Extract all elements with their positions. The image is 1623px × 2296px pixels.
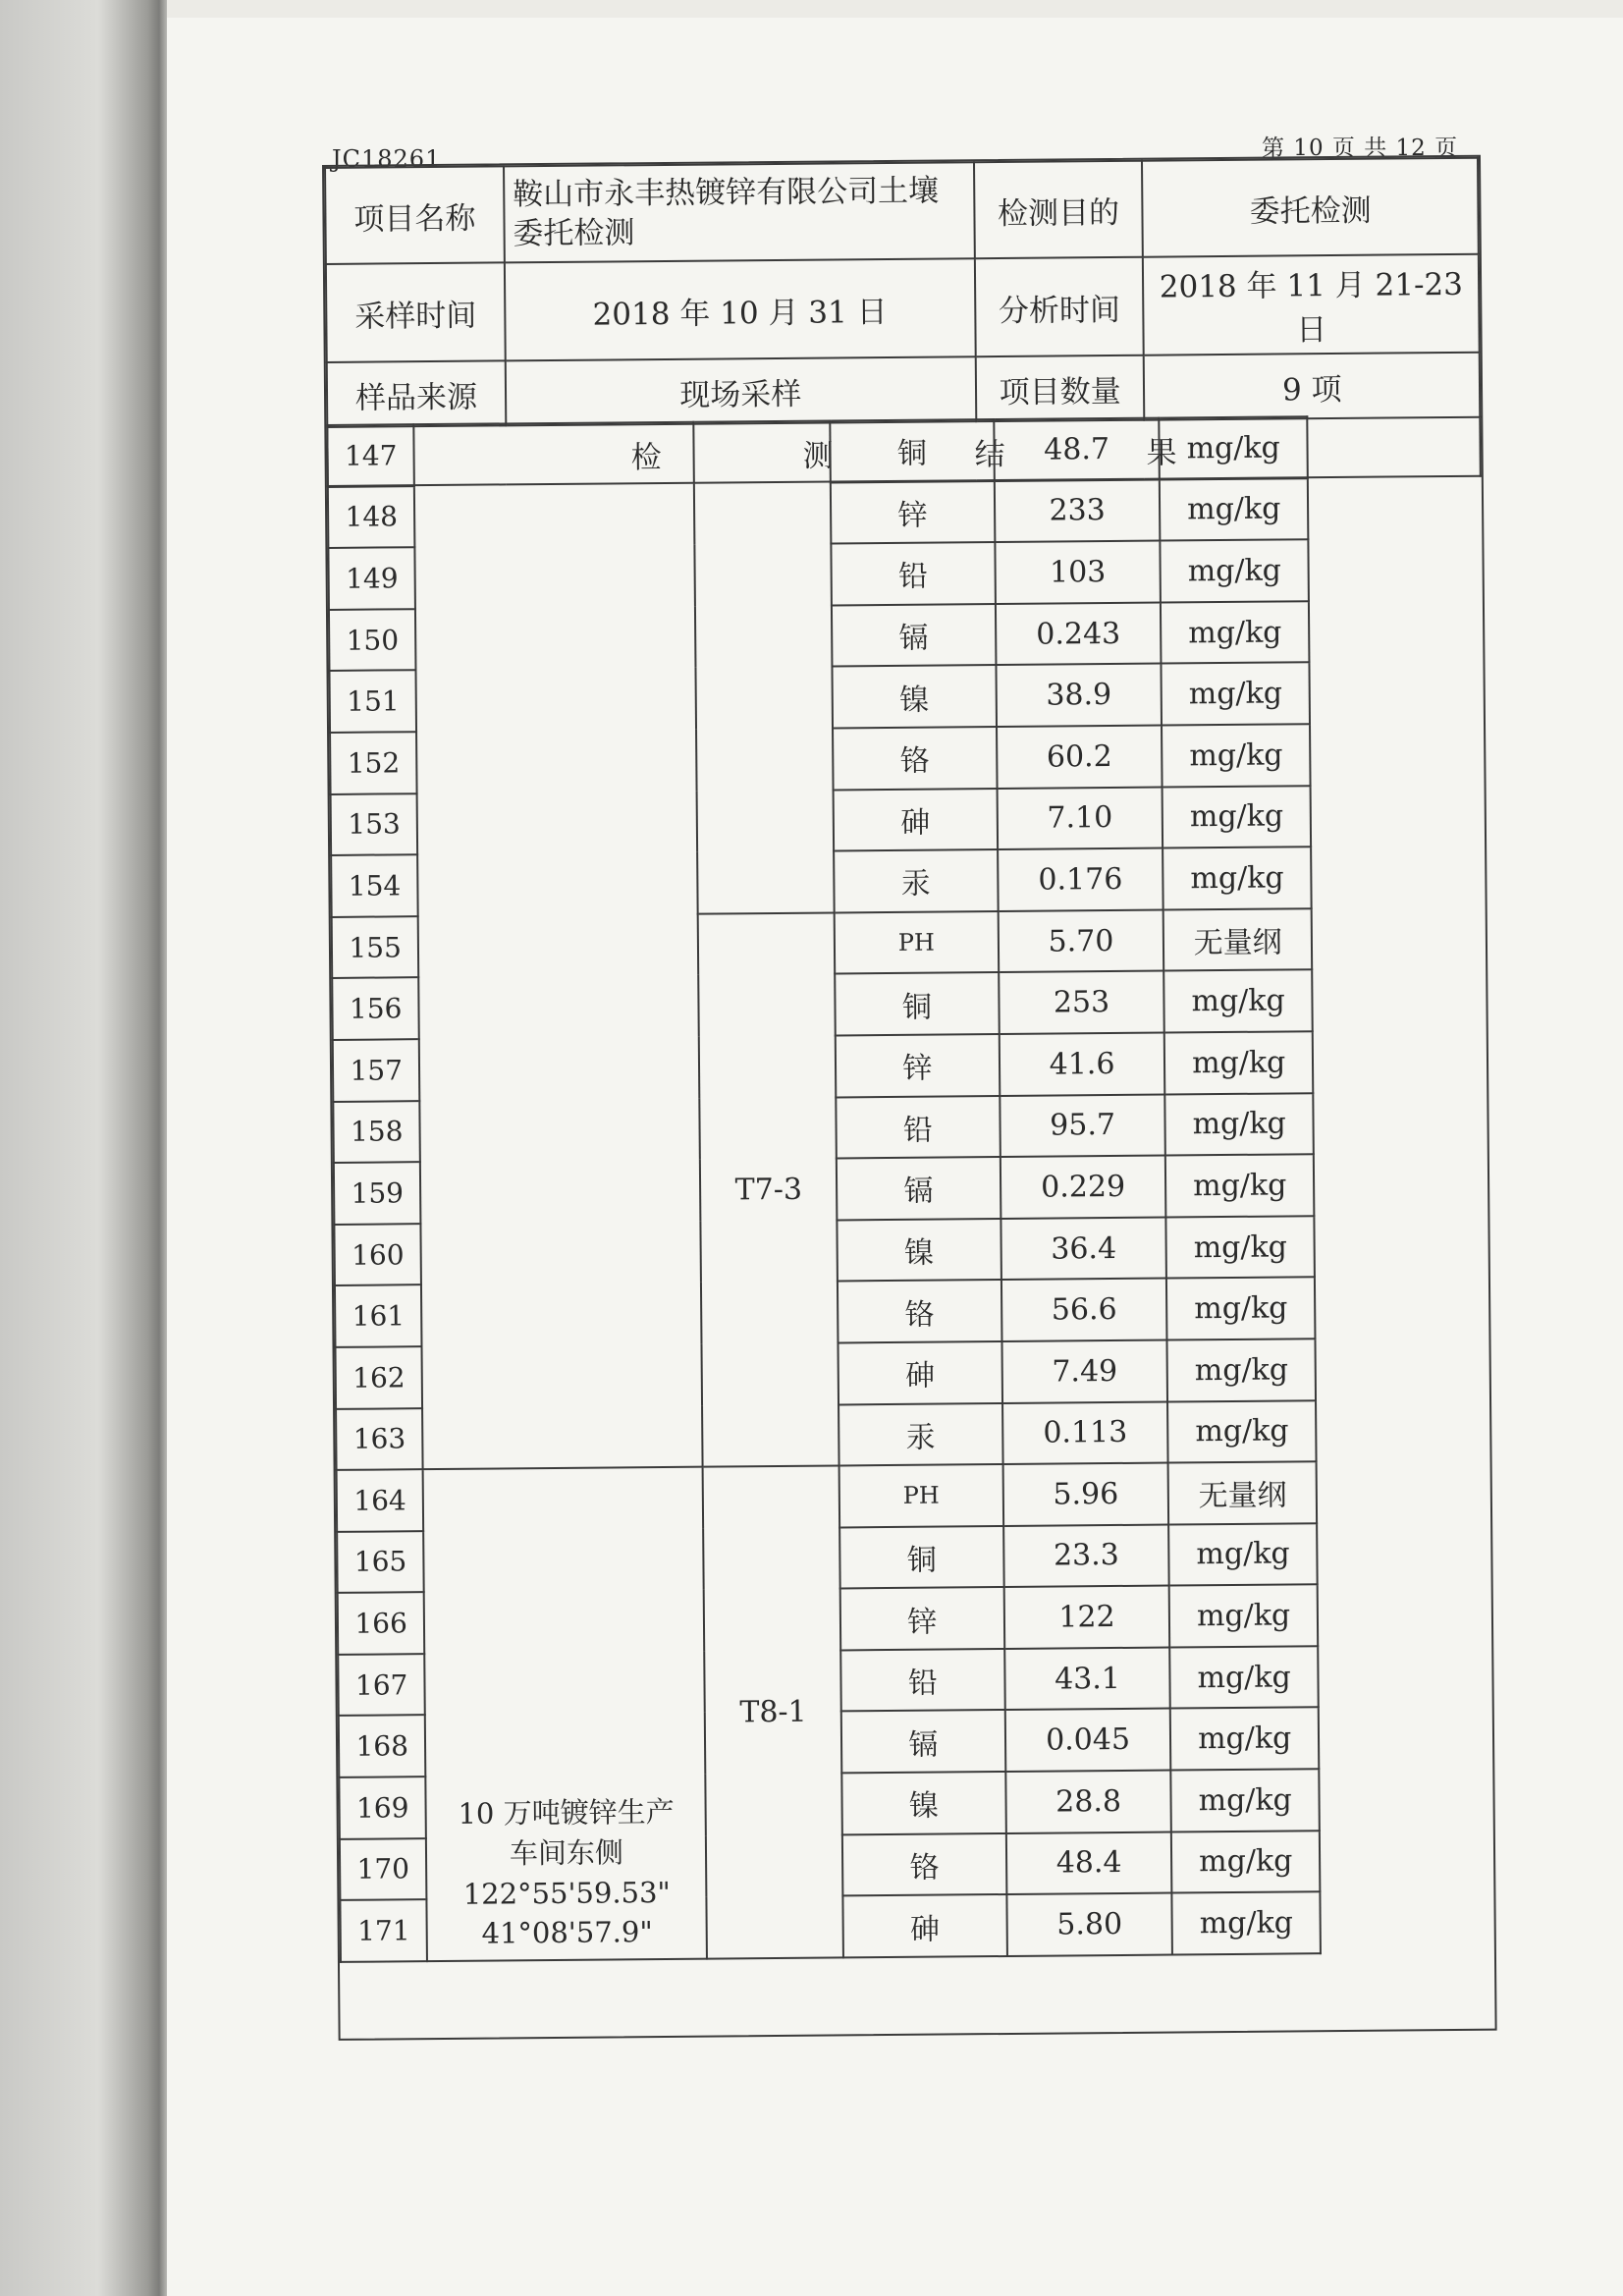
sample-id: [694, 420, 835, 913]
test-value: 233: [995, 479, 1161, 542]
test-item: PH: [835, 911, 999, 974]
sampling-time: 2018 年 10 月 31 日: [505, 258, 976, 360]
test-unit: mg/kg: [1169, 1584, 1318, 1647]
purpose: 委托检测: [1142, 158, 1478, 257]
test-unit: mg/kg: [1165, 1154, 1314, 1217]
results-title-char: 测: [802, 437, 834, 474]
sample-id: T8-1: [703, 1466, 843, 1959]
sampling-time-label: 采样时间: [326, 262, 506, 362]
test-item: 锌: [836, 1034, 1000, 1097]
results-table: [326, 415, 1322, 1963]
test-value: 48.7: [994, 418, 1160, 481]
test-value: 36.4: [1001, 1217, 1166, 1280]
report-code: JC18261: [332, 145, 442, 173]
test-unit: mg/kg: [1160, 478, 1308, 541]
results-title-char: 果: [1146, 434, 1177, 471]
test-value: 43.1: [1004, 1647, 1170, 1710]
test-unit: mg/kg: [1172, 1891, 1321, 1954]
test-item: 铅: [840, 1649, 1004, 1712]
test-value: 253: [999, 971, 1164, 1034]
row-number: 157: [333, 1039, 420, 1101]
test-unit: mg/kg: [1161, 539, 1309, 602]
test-value: 5.70: [998, 909, 1163, 972]
row-number: 166: [338, 1592, 425, 1654]
test-unit: mg/kg: [1164, 1031, 1313, 1094]
test-unit: mg/kg: [1171, 1769, 1320, 1831]
test-item: 镍: [841, 1772, 1005, 1834]
test-value: 48.4: [1006, 1831, 1172, 1894]
analysis-time-label: 分析时间: [975, 257, 1145, 356]
row-number: 155: [332, 916, 419, 978]
count-label: 项目数量: [975, 355, 1144, 421]
row-number: 152: [330, 732, 417, 793]
test-item: 铜: [835, 972, 999, 1035]
location-line: 41°08'57.9": [481, 1915, 653, 1950]
row-number: 169: [339, 1777, 426, 1838]
test-unit: 无量纲: [1163, 908, 1312, 971]
page-number: 第 10 页 共 12 页: [1262, 136, 1459, 161]
test-item: PH: [839, 1464, 1003, 1527]
location-line: 车间东侧: [509, 1835, 624, 1871]
test-item: 砷: [834, 789, 998, 851]
source: 现场采样: [506, 356, 976, 425]
test-unit: 无量纲: [1168, 1461, 1317, 1524]
book-binding-edge: [0, 0, 167, 2296]
row-number: 165: [337, 1531, 424, 1593]
location-line: 10 万吨镀锌生产: [458, 1795, 675, 1831]
test-value: 95.7: [1000, 1094, 1165, 1157]
test-unit: mg/kg: [1171, 1831, 1320, 1893]
results-title-char: 检: [630, 439, 662, 475]
count: 9 项: [1144, 353, 1480, 420]
row-number: 170: [340, 1838, 427, 1900]
test-unit: mg/kg: [1167, 1400, 1316, 1463]
row-number: 149: [328, 547, 415, 609]
project-name-label: 项目名称: [325, 166, 505, 264]
table-row: [337, 1461, 1318, 1531]
test-item: 镍: [833, 665, 997, 728]
test-unit: mg/kg: [1165, 1093, 1314, 1156]
test-item: 铅: [831, 542, 995, 605]
source-label: 样品来源: [327, 360, 506, 427]
test-value: 38.9: [996, 664, 1162, 727]
row-number: 158: [333, 1101, 420, 1163]
test-value: 122: [1003, 1586, 1169, 1649]
test-value: 5.80: [1006, 1893, 1172, 1956]
row-number: 161: [335, 1285, 422, 1346]
test-unit: mg/kg: [1160, 416, 1308, 479]
test-item: 铬: [838, 1280, 1001, 1342]
table-row: [327, 416, 1308, 486]
test-unit: mg/kg: [1166, 1278, 1315, 1340]
purpose-label: 检测目的: [974, 161, 1144, 258]
test-unit: mg/kg: [1170, 1708, 1319, 1771]
test-unit: mg/kg: [1163, 786, 1311, 848]
sample-location: [414, 422, 703, 1470]
test-value: 56.6: [1001, 1279, 1167, 1341]
test-item: 锌: [840, 1587, 1004, 1650]
test-value: 41.6: [999, 1032, 1164, 1095]
test-item: 铬: [833, 727, 997, 790]
test-item: 铜: [830, 419, 994, 482]
test-item: 铬: [842, 1833, 1006, 1896]
test-value: 7.49: [1001, 1339, 1167, 1402]
test-unit: mg/kg: [1166, 1216, 1315, 1279]
test-value: 103: [995, 541, 1161, 604]
test-value: 0.176: [998, 848, 1163, 911]
sample-location: [423, 1467, 707, 1961]
test-value: 0.243: [996, 602, 1162, 665]
test-item: 铜: [839, 1526, 1003, 1589]
row-number: 168: [339, 1716, 426, 1777]
row-number: 148: [328, 486, 415, 548]
test-value: 0.045: [1004, 1709, 1170, 1772]
row-number: 164: [337, 1469, 424, 1531]
test-unit: mg/kg: [1163, 847, 1311, 909]
row-number: 153: [331, 793, 418, 855]
report-table-frame: [322, 155, 1497, 2041]
test-item: 镉: [832, 604, 996, 667]
row-number: 171: [340, 1899, 427, 1961]
test-unit: mg/kg: [1168, 1523, 1317, 1586]
test-value: 5.96: [1002, 1463, 1168, 1526]
test-value: 0.113: [1002, 1401, 1168, 1464]
test-item: 铅: [836, 1096, 1000, 1159]
test-unit: mg/kg: [1161, 601, 1309, 664]
project-name: 鞍山市永丰热镀锌有限公司土壤委托检测: [504, 162, 975, 262]
test-item: 汞: [834, 849, 998, 912]
sample-id: T7-3: [698, 912, 839, 1467]
row-number: 162: [336, 1346, 423, 1408]
test-unit: mg/kg: [1170, 1646, 1319, 1709]
test-item: 锌: [831, 481, 995, 544]
test-value: 28.8: [1005, 1771, 1171, 1833]
test-value: 23.3: [1003, 1524, 1169, 1587]
location-line: 122°55'59.53": [462, 1875, 671, 1911]
test-value: 60.2: [997, 726, 1163, 789]
row-number: 163: [336, 1408, 423, 1470]
analysis-time: 2018 年 11 月 21-23 日: [1143, 254, 1479, 355]
results-title-char: 结: [974, 436, 1005, 472]
test-value: 0.229: [1001, 1156, 1166, 1219]
test-unit: mg/kg: [1164, 970, 1313, 1033]
row-number: 156: [332, 978, 419, 1040]
row-number: 167: [338, 1654, 425, 1716]
test-value: 7.10: [997, 787, 1163, 849]
test-unit: mg/kg: [1162, 663, 1310, 726]
test-unit: mg/kg: [1162, 724, 1310, 787]
test-item: 镍: [837, 1219, 1001, 1282]
row-number: 159: [334, 1162, 421, 1224]
test-item: 镉: [837, 1157, 1001, 1220]
row-number: 147: [327, 424, 414, 486]
row-number: 151: [329, 671, 416, 733]
test-item: 镉: [841, 1710, 1005, 1773]
test-unit: mg/kg: [1167, 1339, 1316, 1401]
row-number: 154: [331, 854, 418, 916]
test-item: 汞: [839, 1403, 1002, 1466]
test-item: 砷: [839, 1341, 1002, 1404]
row-number: 150: [329, 609, 416, 671]
test-item: 砷: [842, 1894, 1006, 1957]
row-number: 160: [334, 1224, 421, 1285]
